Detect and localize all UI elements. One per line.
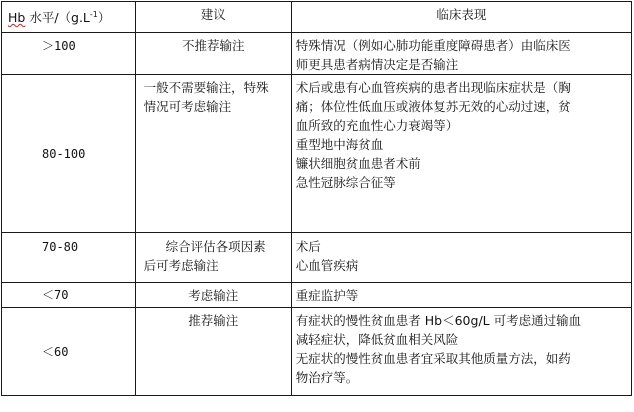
table-row: [2, 33, 632, 75]
clinical-cell: [291, 283, 631, 308]
advice-line: 综合评估各项因素: [165, 239, 266, 254]
hb-level-cell: [2, 283, 136, 308]
advice-cell: [135, 233, 291, 283]
table-row: [2, 233, 632, 283]
advice-line: 推荐输注: [188, 313, 239, 328]
clinical-cell: [291, 233, 631, 283]
table-row: [2, 75, 632, 233]
advice-cell: [135, 308, 291, 396]
header-row: [2, 2, 632, 33]
advice-cell: [135, 75, 291, 233]
header-advice: 建议: [135, 2, 291, 33]
header-hb-unit-exponent: -1: [89, 10, 98, 19]
hb-level-text: ＞100: [42, 39, 76, 53]
clinical-cell: [291, 75, 631, 233]
advice-line: 后可考虑输注: [143, 258, 219, 273]
clinical-line: 血所致的充血性心力衰竭等）: [295, 118, 459, 133]
header-hb-level: [2, 2, 136, 33]
hb-level-cell: [2, 75, 136, 233]
clinical-cell: [291, 308, 631, 396]
advice-line: 不推荐输注: [181, 38, 245, 53]
clinical-line: 术后: [295, 239, 321, 254]
hb-level-cell: [2, 33, 136, 75]
clinical-line: 物治疗等。: [295, 370, 359, 385]
hb-level-cell: [2, 308, 136, 396]
header-clinical: 临床表现: [291, 2, 631, 33]
clinical-line: 特殊情况（例如心肺功能重度障碍患者）由临床医: [295, 38, 571, 53]
advice-line: 一般不需要输注，特殊: [143, 80, 269, 95]
clinical-line: 有症状的慢性贫血患者 Hb＜60g/L 可考虑通过输血: [295, 313, 582, 328]
hb-level-cell: [2, 233, 136, 283]
table-row: [2, 283, 632, 308]
clinical-line: 重型地中海贫血: [295, 137, 384, 152]
hb-level-text: ＜70: [42, 288, 69, 302]
header-hb-unit-close: ）: [97, 10, 111, 26]
clinical-cell: [291, 33, 631, 75]
clinical-line: 术后或患有心血管疾病的患者出现临床症状是（胸: [295, 80, 571, 95]
clinical-line: 师更具患者病情决定是否输注: [295, 57, 459, 72]
clinical-line: 痛；体位性低血压或液体复苏无效的心动过速，贫: [295, 99, 571, 114]
clinical-line: 心血管疾病: [295, 258, 359, 273]
clinical-line: 减轻症状，降低贫血相关风险: [295, 332, 459, 347]
clinical-line: 无症状的慢性贫血患者宜采取其他质量方法，如药: [295, 351, 571, 366]
advice-line: 情况可考虑输注: [143, 99, 232, 114]
header-hb-abbrev: Hb: [8, 10, 26, 26]
advice-cell: [135, 33, 291, 75]
clinical-line: 镰状细胞贫血患者术前: [295, 156, 421, 171]
table-row: [2, 308, 632, 396]
hb-level-text: 80-100: [42, 146, 86, 161]
clinical-line: 重症监护等: [295, 287, 359, 303]
clinical-line: 急性冠脉综合征等: [295, 175, 396, 190]
header-hb-unit: 水平/（g.L: [25, 10, 90, 26]
advice-cell: [135, 283, 291, 308]
hb-level-text: ＜60: [42, 344, 69, 359]
advice-line: 考虑输注: [188, 287, 239, 303]
hb-level-text: 70-80: [42, 240, 79, 254]
transfusion-guideline-table: [1, 1, 632, 396]
